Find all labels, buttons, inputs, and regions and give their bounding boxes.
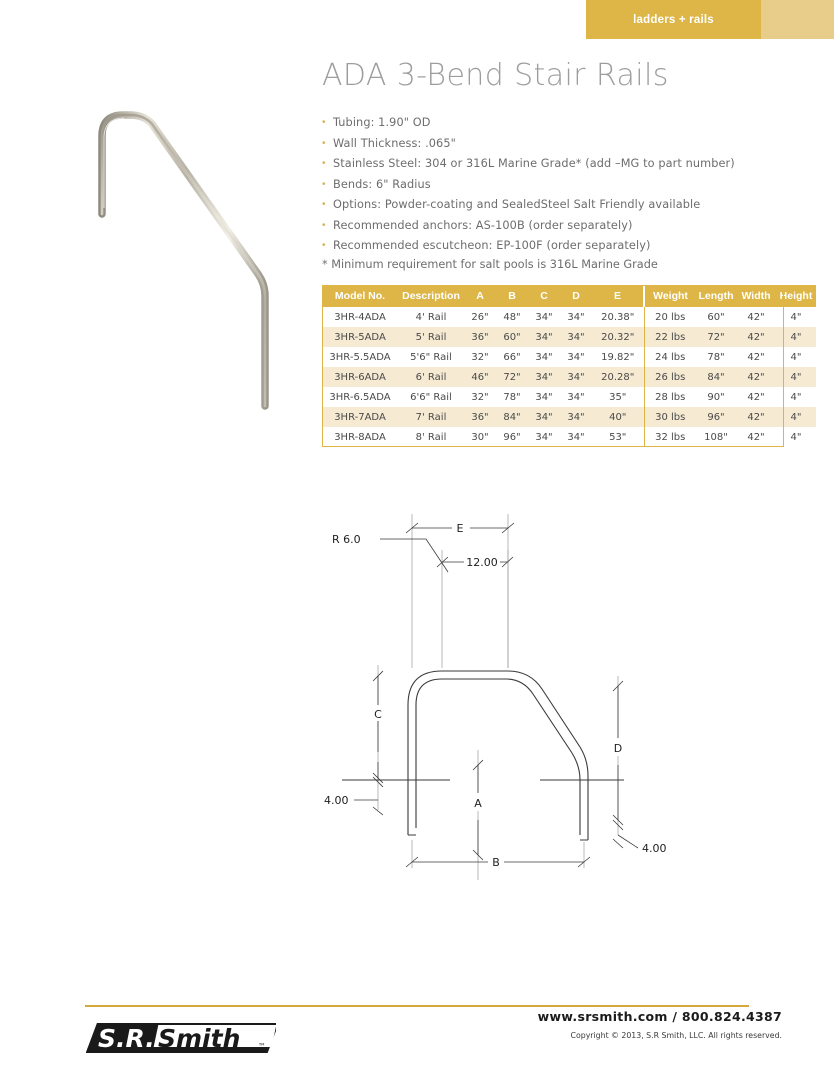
cell-model: 3HR-6ADA [322, 367, 398, 387]
cell-height: 4" [776, 327, 816, 347]
product-photo [62, 96, 294, 426]
table-row [322, 347, 816, 367]
cell-b: 48" [496, 307, 528, 327]
list-item [322, 239, 792, 253]
table-row [322, 387, 816, 407]
cell-a: 36" [464, 407, 496, 427]
spec-table [322, 285, 813, 447]
list-item [322, 157, 792, 171]
cell-c: 34" [528, 407, 560, 427]
cell-e: 53" [592, 427, 644, 447]
feature-text: Tubing: 1.90" OD [333, 116, 431, 129]
bullet-dot-icon: • [322, 178, 326, 190]
cell-height: 4" [776, 387, 816, 407]
list-item [322, 137, 792, 151]
list-item [322, 198, 792, 212]
bullet-dot-icon: • [322, 240, 326, 251]
footer-copyright: Copyright © 2013, S.R Smith, LLC. All rights reserved. [570, 1031, 782, 1040]
cell-d: 34" [560, 427, 592, 447]
cell-desc: 6'6" Rail [398, 387, 464, 407]
cell-desc: 4' Rail [398, 307, 464, 327]
cell-b: 78" [496, 387, 528, 407]
cell-b: 60" [496, 327, 528, 347]
cell-b: 96" [496, 427, 528, 447]
col-header-width: Width [736, 285, 776, 307]
banner-label: ladders + rails [633, 13, 714, 26]
cell-a: 30" [464, 427, 496, 447]
col-header-c: C [528, 285, 560, 307]
cell-weight: 30 lbs [644, 407, 696, 427]
cell-length: 108" [696, 427, 736, 447]
cell-b: 84" [496, 407, 528, 427]
cell-d: 34" [560, 367, 592, 387]
svg-text:™: ™ [258, 1042, 266, 1051]
cell-height: 4" [776, 347, 816, 367]
cell-d: 34" [560, 347, 592, 367]
col-header-height: Height [776, 285, 816, 307]
list-item [322, 178, 792, 192]
cell-width: 42" [736, 407, 776, 427]
cell-width: 42" [736, 367, 776, 387]
cell-length: 96" [696, 407, 736, 427]
page-title: ADA 3-Bend Stair Rails [322, 58, 669, 93]
bullet-dot-icon: • [322, 117, 326, 128]
cell-a: 32" [464, 347, 496, 367]
feature-text: Stainless Steel: 304 or 316L Marine Grade* (add –MG to part number) [333, 157, 735, 170]
col-header-desc: Description [398, 285, 464, 307]
cell-a: 46" [464, 367, 496, 387]
table-header-row [322, 285, 816, 307]
technical-drawing [318, 490, 698, 890]
bullet-dot-icon: • [322, 137, 326, 149]
cell-desc: 7' Rail [398, 407, 464, 427]
dim-label-e: E [456, 522, 464, 535]
cell-length: 84" [696, 367, 736, 387]
table-row [322, 407, 816, 427]
cell-weight: 26 lbs [644, 367, 696, 387]
cell-width: 42" [736, 327, 776, 347]
cell-model: 3HR-4ADA [322, 307, 398, 327]
footnote-text: * Minimum requirement for salt pools is 316L Marine Grade [322, 258, 658, 271]
cell-weight: 20 lbs [644, 307, 696, 327]
cell-width: 42" [736, 307, 776, 327]
cell-d: 34" [560, 407, 592, 427]
cell-e: 19.82" [592, 347, 644, 367]
cell-width: 42" [736, 347, 776, 367]
cell-height: 4" [776, 407, 816, 427]
cell-a: 32" [464, 387, 496, 407]
cell-model: 3HR-8ADA [322, 427, 398, 447]
cell-weight: 24 lbs [644, 347, 696, 367]
cell-desc: 6' Rail [398, 367, 464, 387]
cell-height: 4" [776, 367, 816, 387]
cell-desc: 5'6" Rail [398, 347, 464, 367]
table-row [322, 427, 816, 447]
cell-model: 3HR-6.5ADA [322, 387, 398, 407]
cell-length: 60" [696, 307, 736, 327]
cell-weight: 22 lbs [644, 327, 696, 347]
bullet-dot-icon: • [322, 219, 326, 231]
cell-c: 34" [528, 307, 560, 327]
feature-text: Options: Powder-coating and SealedSteel Salt Friendly available [333, 198, 701, 211]
cell-length: 72" [696, 327, 736, 347]
cell-e: 20.38" [592, 307, 644, 327]
col-header-e: E [592, 285, 644, 307]
cell-e: 20.32" [592, 327, 644, 347]
cell-height: 4" [776, 307, 816, 327]
dim-label-left-offset: 4.00 [324, 794, 349, 807]
cell-weight: 28 lbs [644, 387, 696, 407]
feature-text: Recommended anchors: AS-100B (order separately) [333, 218, 633, 232]
svg-text:S.R.: S.R. [98, 1024, 155, 1053]
footer-divider [85, 1005, 749, 1007]
feature-text: Wall Thickness: .065" [333, 136, 456, 150]
top-banner [0, 0, 834, 39]
cell-model: 3HR-5ADA [322, 327, 398, 347]
table-body [322, 307, 816, 447]
cell-e: 20.28" [592, 367, 644, 387]
cell-d: 34" [560, 387, 592, 407]
cell-e: 40" [592, 407, 644, 427]
cell-d: 34" [560, 307, 592, 327]
cell-desc: 5' Rail [398, 327, 464, 347]
cell-d: 34" [560, 327, 592, 347]
col-header-a: A [464, 285, 496, 307]
cell-b: 72" [496, 367, 528, 387]
dim-label-right-offset: 4.00 [642, 842, 667, 855]
dim-label-c: C [374, 708, 382, 721]
col-header-weight: Weight [644, 285, 696, 307]
cell-length: 90" [696, 387, 736, 407]
cell-b: 66" [496, 347, 528, 367]
cell-c: 34" [528, 367, 560, 387]
cell-c: 34" [528, 387, 560, 407]
dim-label-b: B [492, 856, 500, 869]
cell-model: 3HR-7ADA [322, 407, 398, 427]
feature-list [322, 116, 792, 260]
bullet-dot-icon: • [322, 199, 326, 210]
cell-model: 3HR-5.5ADA [322, 347, 398, 367]
feature-text: Recommended escutcheon: EP-100F (order separately) [333, 239, 651, 252]
table-row [322, 367, 816, 387]
col-header-length: Length [696, 285, 736, 307]
col-header-model: Model No. [322, 285, 398, 307]
table-row [322, 307, 816, 327]
srsmith-logo [86, 1017, 276, 1059]
list-item [322, 116, 792, 130]
banner-tail-block [761, 0, 834, 39]
cell-c: 34" [528, 327, 560, 347]
col-header-b: B [496, 285, 528, 307]
cell-length: 78" [696, 347, 736, 367]
cell-height: 4" [776, 427, 816, 447]
cell-weight: 32 lbs [644, 427, 696, 447]
table-row [322, 327, 816, 347]
cell-width: 42" [736, 387, 776, 407]
cell-a: 26" [464, 307, 496, 327]
dim-label-top-flat: 12.00 [466, 556, 498, 569]
cell-width: 42" [736, 427, 776, 447]
cell-c: 34" [528, 347, 560, 367]
dim-label-d: D [613, 742, 623, 755]
cell-e: 35" [592, 387, 644, 407]
list-item [322, 219, 792, 233]
feature-text: Bends: 6" Radius [333, 177, 431, 191]
cell-c: 34" [528, 427, 560, 447]
dim-label-radius: R 6.0 [332, 533, 361, 546]
dim-label-a: A [474, 797, 482, 810]
col-header-d: D [560, 285, 592, 307]
cell-desc: 8' Rail [398, 427, 464, 447]
footer-website[interactable]: www.srsmith.com / 800.824.4387 [537, 1009, 782, 1024]
cell-a: 36" [464, 327, 496, 347]
bullet-dot-icon: • [322, 158, 326, 169]
svg-text:Smith: Smith [158, 1024, 241, 1053]
